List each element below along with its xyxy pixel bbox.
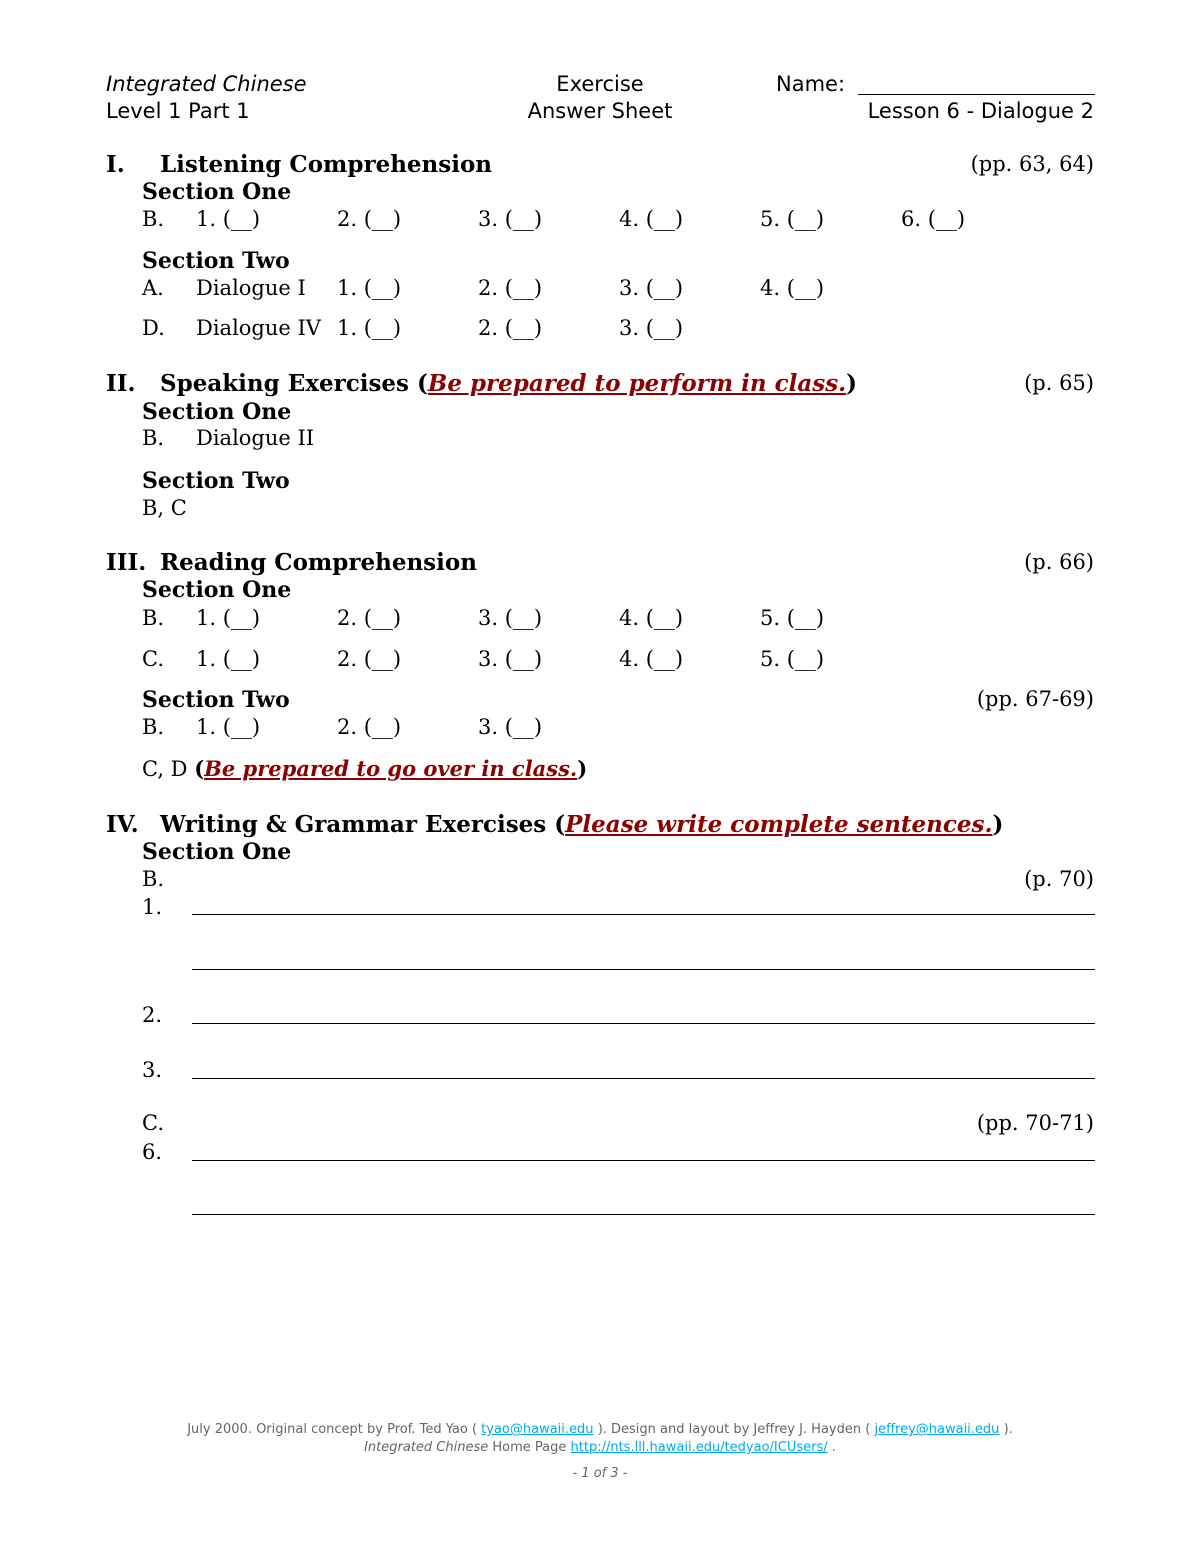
s1-b-item[interactable]: 1. (__) — [196, 207, 261, 231]
homepage-link[interactable]: http://nts.lll.hawaii.edu/tedyao/ICUsers/ — [570, 1440, 828, 1455]
footer-credit-text: July 2000. Original concept by Prof. Ted Yao ( — [187, 1422, 478, 1437]
section-iv-note: Please write complete sentences. — [565, 811, 993, 838]
s2-b-label: B. — [142, 426, 165, 450]
s3-cd-note: Be prepared to go over in class. — [204, 756, 578, 781]
answer-line-2[interactable] — [192, 1023, 1095, 1024]
page-number: - 1 of 3 - — [572, 1466, 628, 1481]
section-i-title: Listening Comprehension — [160, 151, 493, 178]
s3-b-item[interactable]: 4. (__) — [619, 606, 684, 630]
section-ii-note: Be prepared to perform in class. — [427, 370, 847, 397]
email-link-tyao[interactable]: tyao@hawaii.edu — [481, 1422, 594, 1437]
s3-c-item[interactable]: 4. (__) — [619, 647, 684, 671]
section-iii-title: Reading Comprehension — [160, 549, 477, 576]
section-iii-two-pages: (pp. 67-69) — [976, 687, 1094, 711]
s1-a-item[interactable]: 1. (__) — [337, 276, 402, 300]
s3-b2-item[interactable]: 2. (__) — [337, 715, 402, 739]
section-iv-title: Writing & Grammar Exercises — [160, 811, 547, 838]
s3-b-item[interactable]: 5. (__) — [760, 606, 825, 630]
s4-c-label: C. — [142, 1111, 164, 1135]
s2-b-text: Dialogue II — [196, 426, 315, 450]
footer-homepage — [0, 1440, 1200, 1455]
section-i-pages: (pp. 63, 64) — [970, 152, 1094, 176]
footer-book-title: Integrated Chinese — [364, 1440, 489, 1455]
section-iv-heading — [160, 811, 1003, 838]
s3-b-label: B. — [142, 606, 165, 630]
section-ii-one-heading: Section One — [142, 399, 292, 425]
s1-d-item[interactable]: 2. (__) — [478, 316, 543, 340]
s3-cd-label: C, D — [142, 757, 188, 781]
s1-a-item[interactable]: 3. (__) — [619, 276, 684, 300]
s1-b-item[interactable]: 4. (__) — [619, 207, 684, 231]
s3-c-item[interactable]: 1. (__) — [196, 647, 261, 671]
section-ii-pages: (p. 65) — [1024, 371, 1094, 395]
answer-line-6a[interactable] — [192, 1160, 1095, 1161]
s3-b2-item[interactable]: 1. (__) — [196, 715, 261, 739]
s2-two-text: B, C — [142, 496, 187, 520]
s1-d-label: D. — [142, 316, 165, 340]
paren-open: ( — [194, 756, 205, 781]
s1-a-item[interactable]: 4. (__) — [760, 276, 825, 300]
s1-b-item[interactable]: 6. (__) — [901, 207, 966, 231]
answer-sheet-label: Answer Sheet — [527, 99, 673, 123]
s4-b-label: B. — [142, 867, 165, 891]
footer-credit-text: ). — [1003, 1422, 1013, 1437]
name-field[interactable] — [858, 94, 1095, 95]
section-ii-title: Speaking Exercises — [160, 370, 409, 397]
s3-b2-item[interactable]: 3. (__) — [478, 715, 543, 739]
answer-line-1a[interactable] — [192, 914, 1095, 915]
s1-b-item[interactable]: 5. (__) — [760, 207, 825, 231]
paren-open: ( — [417, 370, 428, 397]
s3-c-item[interactable]: 2. (__) — [337, 647, 402, 671]
answer-line-1b[interactable] — [192, 969, 1095, 970]
footer-credits — [0, 1422, 1200, 1437]
section-ii-numeral: II. — [106, 370, 136, 397]
section-i-numeral: I. — [106, 151, 125, 178]
s3-b-item[interactable]: 2. (__) — [337, 606, 402, 630]
q1-number: 1. — [142, 895, 163, 919]
answer-line-3[interactable] — [192, 1078, 1095, 1079]
exercise-label: Exercise — [556, 72, 644, 96]
paren-close: ) — [846, 370, 858, 397]
lesson-label: Lesson 6 - Dialogue 2 — [867, 99, 1094, 123]
s1-b-label: B. — [142, 207, 165, 231]
section-ii-heading — [160, 370, 857, 397]
q3-number: 3. — [142, 1058, 163, 1082]
section-iii-one-heading: Section One — [142, 577, 292, 603]
s1-b-item[interactable]: 2. (__) — [337, 207, 402, 231]
s3-c-item[interactable]: 3. (__) — [478, 647, 543, 671]
s3-b-item[interactable]: 1. (__) — [196, 606, 261, 630]
q2-number: 2. — [142, 1003, 163, 1027]
section-iii-two-heading: Section Two — [142, 687, 290, 713]
footer-homepage-text: Home Page — [488, 1440, 571, 1455]
answer-line-6b[interactable] — [192, 1214, 1095, 1215]
s3-cd-line — [142, 756, 587, 781]
book-title: Integrated Chinese — [106, 72, 307, 96]
name-label: Name: — [776, 72, 846, 96]
s4-b-pages: (p. 70) — [1024, 867, 1094, 891]
level-label: Level 1 Part 1 — [106, 99, 250, 123]
paren-close: ) — [577, 756, 588, 781]
section-iv-numeral: IV. — [106, 811, 139, 838]
footer-homepage-end: . — [827, 1440, 836, 1455]
s1-d-item[interactable]: 1. (__) — [337, 316, 402, 340]
s1-a-label: A. — [142, 276, 164, 300]
q6-number: 6. — [142, 1140, 163, 1164]
paren-open: ( — [554, 811, 566, 838]
s1-a-item[interactable]: 2. (__) — [478, 276, 543, 300]
section-i-two-heading: Section Two — [142, 248, 290, 274]
s3-c-item[interactable]: 5. (__) — [760, 647, 825, 671]
section-iv-one-heading: Section One — [142, 839, 292, 865]
paren-close: ) — [992, 811, 1004, 838]
s3-b2-label: B. — [142, 715, 165, 739]
s4-c-pages: (pp. 70-71) — [976, 1111, 1094, 1135]
section-i-one-heading: Section One — [142, 179, 292, 205]
section-ii-two-heading: Section Two — [142, 468, 290, 494]
section-iii-numeral: III. — [106, 549, 147, 576]
footer-credit-text: ). Design and layout by Jeffrey J. Hayden ( — [597, 1422, 871, 1437]
s3-b-item[interactable]: 3. (__) — [478, 606, 543, 630]
s3-c-label: C. — [142, 647, 164, 671]
s1-d-item[interactable]: 3. (__) — [619, 316, 684, 340]
s1-b-item[interactable]: 3. (__) — [478, 207, 543, 231]
s1-d-dialogue: Dialogue IV — [196, 316, 321, 340]
s1-a-dialogue: Dialogue I — [196, 276, 306, 300]
section-iii-pages: (p. 66) — [1024, 550, 1094, 574]
email-link-jeffrey[interactable]: jeffrey@hawaii.edu — [874, 1422, 1000, 1437]
